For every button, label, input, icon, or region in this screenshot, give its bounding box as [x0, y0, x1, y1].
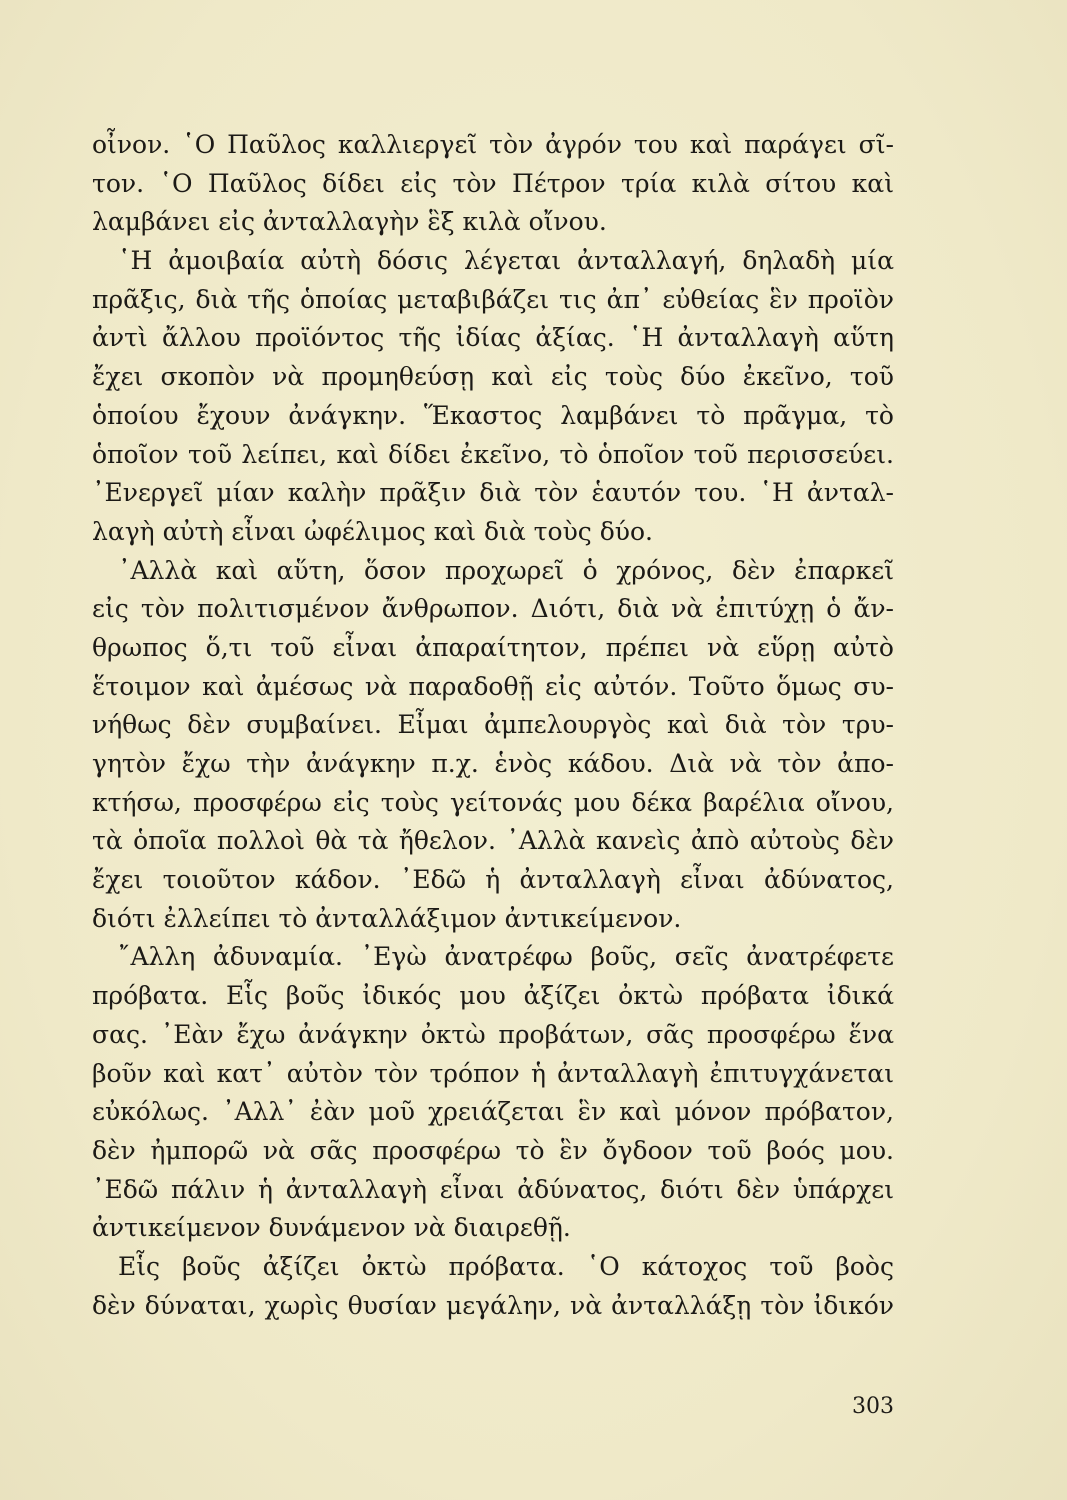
- text-line: οἶνον. ῾Ο Παῦλος καλλιεργεῖ τὸν ἀγρόν του καὶ παράγει σῖ-: [92, 130, 894, 159]
- text-line: ῾Η ἀμοιβαία αὐτὴ δόσις λέγεται ἀνταλλαγή, δηλαδὴ μία: [118, 246, 894, 276]
- text-line: εἰς τὸν πολιτισμένον ἄνθρωπον. Διότι, διὰ νὰ ἐπιτύχῃ ὁ ἄν-: [92, 594, 894, 624]
- text-line: λαγὴ αὐτὴ εἶναι ὠφέλιμος καὶ διὰ τοὺς δύο.: [92, 516, 653, 546]
- text-line: τον. ῾Ο Παῦλος δίδει εἰς τὸν Πέτρον τρία κιλὰ σίτου καὶ: [92, 168, 894, 198]
- text-line: θρωπος ὅ,τι τοῦ εἶναι ἀπαραίτητον, πρέπει νὰ εὕρῃ αὐτὸ: [92, 632, 894, 662]
- text-line: γητὸν ἔχω τὴν ἀνάγκην π.χ. ἑνὸς κάδου. Διὰ νὰ τὸν ἀπο-: [92, 749, 894, 778]
- page-number: 303: [852, 1394, 894, 1419]
- text-line: ῎Αλλη ἀδυναμία. ᾿Εγὼ ἀνατρέφω βοῦς, σεῖς ἀνατρέφετε: [118, 942, 894, 972]
- text-line: πρᾶξις, διὰ τῆς ὁποίας μεταβιβάζει τις ἀπ᾿ εὐθείας ἓν προϊὸν: [92, 284, 894, 314]
- paragraph-4: [92, 938, 894, 1248]
- text-line: ἕτοιμον καὶ ἀμέσως νὰ παραδοθῇ εἰς αὐτόν. Τοῦτο ὅμως συ-: [92, 671, 894, 701]
- paragraph-2: [92, 242, 894, 552]
- text-line: πρόβατα. Εἷς βοῦς ἰδικός μου ἀξίζει ὀκτὼ πρόβατα ἰδικά: [92, 981, 894, 1011]
- text-line: ᾿Ενεργεῖ μίαν καλὴν πρᾶξιν διὰ τὸν ἑαυτόν του. ῾Η ἀνταλ-: [92, 478, 894, 508]
- paragraph-3: [92, 552, 894, 939]
- text-line: βοῦν καὶ κατ᾿ αὐτὸν τὸν τρόπον ἡ ἀνταλλαγὴ ἐπιτυγχάνεται: [92, 1058, 894, 1088]
- text-line: ἔχει τοιοῦτον κάδον. ᾿Εδῶ ἡ ἀνταλλαγὴ εἶναι ἀδύνατος,: [92, 865, 894, 895]
- text-line: ᾿Αλλὰ καὶ αὕτη, ὅσον προχωρεῖ ὁ χρόνος, δὲν ἐπαρκεῖ: [118, 555, 894, 585]
- text-line: ἔχει σκοπὸν νὰ προμηθεύσῃ καὶ εἰς τοὺς δύο ἐκεῖνο, τοῦ: [92, 362, 894, 392]
- text-line: κτήσω, προσφέρω εἰς τοὺς γείτονάς μου δέκα βαρέλια οἴνου,: [92, 787, 894, 817]
- text-line: δὲν δύναται, χωρὶς θυσίαν μεγάλην, νὰ ἀνταλλάξῃ τὸν ἰδικόν: [92, 1290, 894, 1320]
- text-line: Εἷς βοῦς ἀξίζει ὀκτὼ πρόβατα. ῾Ο κάτοχος τοῦ βοὸς: [118, 1251, 894, 1281]
- text-line: εὐκόλως. ᾿Αλλ᾿ ἐὰν μοῦ χρειάζεται ἓν καὶ μόνον πρόβατον,: [92, 1097, 894, 1127]
- paragraph-1: [92, 126, 894, 242]
- text-line: ἀντικείμενον δυνάμενον νὰ διαιρεθῇ.: [92, 1213, 571, 1243]
- text-line: σας. ᾿Εὰν ἔχω ἀνάγκην ὀκτὼ προβάτων, σᾶς προσφέρω ἕνα: [92, 1019, 894, 1049]
- text-line: νήθως δὲν συμβαίνει. Εἶμαι ἀμπελουργὸς καὶ διὰ τὸν τρυ-: [92, 710, 894, 740]
- text-line: δὲν ἠμπορῶ νὰ σᾶς προσφέρω τὸ ἓν ὄγδοον τοῦ βοός μου.: [92, 1135, 894, 1165]
- text-line: ὁποῖον τοῦ λείπει, καὶ δίδει ἐκεῖνο, τὸ ὁποῖον τοῦ περισσεύει.: [92, 439, 894, 469]
- text-line: ᾿Εδῶ πάλιν ἡ ἀνταλλαγὴ εἶναι ἀδύνατος, διότι δὲν ὑπάρχει: [92, 1174, 894, 1204]
- text-line: τὰ ὁποῖα πολλοὶ θὰ τὰ ἤθελον. ᾿Αλλὰ κανεὶς ἀπὸ αὐτοὺς δὲν: [92, 826, 894, 856]
- text-line: ἀντὶ ἄλλου προϊόντος τῆς ἰδίας ἀξίας. ῾Η ἀνταλλαγὴ αὕτη: [92, 323, 894, 353]
- text-line: ὁποίου ἔχουν ἀνάγκην. Ἕκαστος λαμβάνει τὸ πρᾶγμα, τὸ: [92, 400, 894, 430]
- body-text: [92, 126, 894, 1325]
- paragraph-5: [92, 1248, 894, 1325]
- text-line: λαμβάνει εἰς ἀνταλλαγὴν ἓξ κιλὰ οἴνου.: [92, 207, 607, 237]
- text-line: διότι ἐλλείπει τὸ ἀνταλλάξιμον ἀντικείμενον.: [92, 903, 682, 933]
